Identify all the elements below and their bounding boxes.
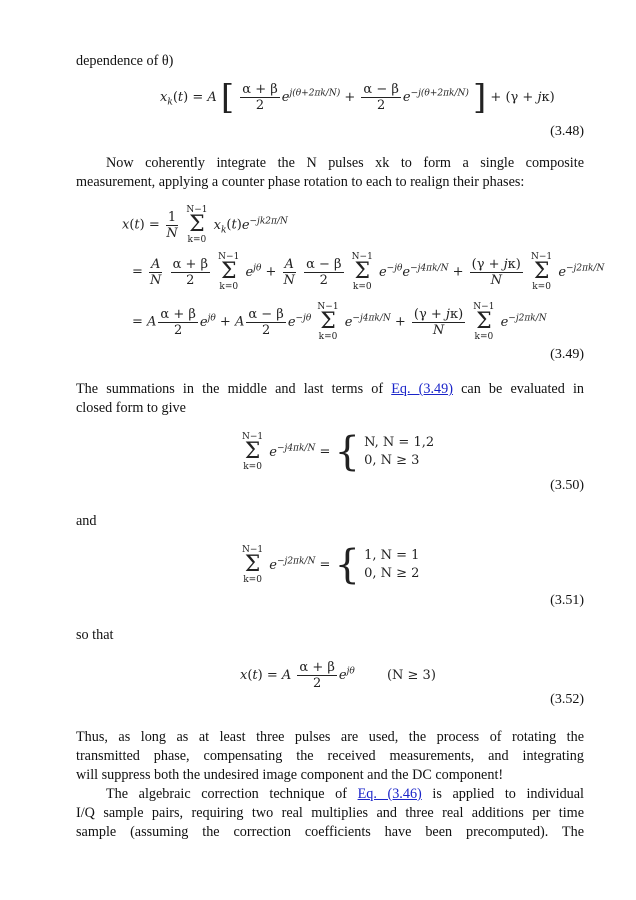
equation-3-48: $x_k(t) = A$ [ $\frac{\alpha + \beta}{2}$ $e^{j(\theta+2\pi k/N)}$ + $\frac{\alpha - \beta}{2}$ $e^{-j(\theta+2\pi k/N)}$ ] + (γ + jκ) [160,77,555,118]
eq-3-51-case-1: 1, N = 1 [364,548,420,563]
paragraph-3-line-1 [76,380,584,399]
paragraph-intro: dependence of θ) [76,53,174,69]
paragraph-3-text-b: can be evaluated in [452,381,584,397]
equation-number-3-48: (3.48) [550,124,584,139]
paragraph-2-line-2: measurement, applying a counter phase rotation to each to realign their phases: [76,174,525,190]
paragraph-2-line-1: Now coherently integrate the N pulses xk to form a single composite [106,155,584,171]
paragraph-5-line-1 [76,785,584,804]
word-and: and [76,513,97,529]
equation-3-49-line-2: = $\frac{A}{N}$ $\frac{\alpha + \beta}{2}$ N−1 Σ k=0 $e^{j\theta}$ + $\frac{A}{N}$ $\frac{\alpha - \beta}{2}$ N−1 Σ k=0 $e^{-j\theta}e^{-j4\pi k/N}$ + $\frac{(\gamma + j\kappa)}{N}$ N−1 Σ k=0 $e^{-j2\pi k/N}$ [132,252,605,292]
equation-3-50: N−1 Σ k=0 $e^{-j4\pi k/N}$ = { N, N = 1,2 0, N ≥ 3 [242,429,435,475]
phrase-so-that: so that [76,627,114,643]
paragraph-5-text-b: is applied to individual [421,786,584,802]
equation-3-52: x(t) = A $\frac{\alpha + \beta}{2}$ $e^{j\theta}$ (N ≥ 3) [240,660,436,691]
equation-number-3-51: (3.51) [550,593,584,608]
eq-3-50-case-2: 0, N ≥ 3 [364,453,420,468]
equation-3-51: N−1 Σ k=0 $e^{-j2\pi k/N}$ = { 1, N = 1 0, N ≥ 2 [242,542,420,588]
paragraph-4-line-1: Thus, as long as at least three pulses are used, the process of rotating the [76,729,584,745]
equation-number-3-52: (3.52) [550,692,584,707]
equation-3-49-line-3: = A $\frac{\alpha + \beta}{2}$ $e^{j\theta} + A$ $\frac{\alpha - \beta}{2}$ $e^{-j\theta}$ N−1 Σ k=0 $e^{-j4\pi k/N}$ + $\frac{(\gamma + j\kappa)}{N}$ N−1 Σ k=0 $e^{-j2\pi k/N}$ [132,302,547,342]
equation-number-3-50: (3.50) [550,478,584,493]
paragraph-4-line-3: will suppress both the undesired image component and the DC component! [76,767,504,783]
paragraph-5-line-2: I/Q sample pairs, requiring two real multiplies and three real additions per time [76,805,584,821]
eq-3-46-link[interactable]: Eq. (3.46) [357,786,422,802]
eq-3-52-condition: (N ≥ 3) [386,668,436,683]
eq-3-50-case-1: N, N = 1,2 [364,435,435,450]
paragraph-4-line-2: transmitted phase, compensating the received measurements, and integrating [76,748,584,764]
eq-3-51-case-2: 0, N ≥ 2 [364,566,420,581]
paragraph-5-text-a: The algebraic correction technique of [106,786,358,802]
eq-3-49-link[interactable]: Eq. (3.49) [391,381,453,397]
paragraph-5-line-3: sample (assuming the correction coefficients have been precomputed). The [76,824,584,840]
equation-3-49-line-1: x(t) = $\frac{1}{N}$ N−1 Σ k=0 $x_k(t)e^{-jk2\pi/N}$ [122,205,288,245]
equation-number-3-49: (3.49) [550,347,584,362]
paragraph-3-text-a: The summations in the middle and last terms of [76,381,392,397]
paragraph-3-line-2: closed form to give [76,400,186,416]
